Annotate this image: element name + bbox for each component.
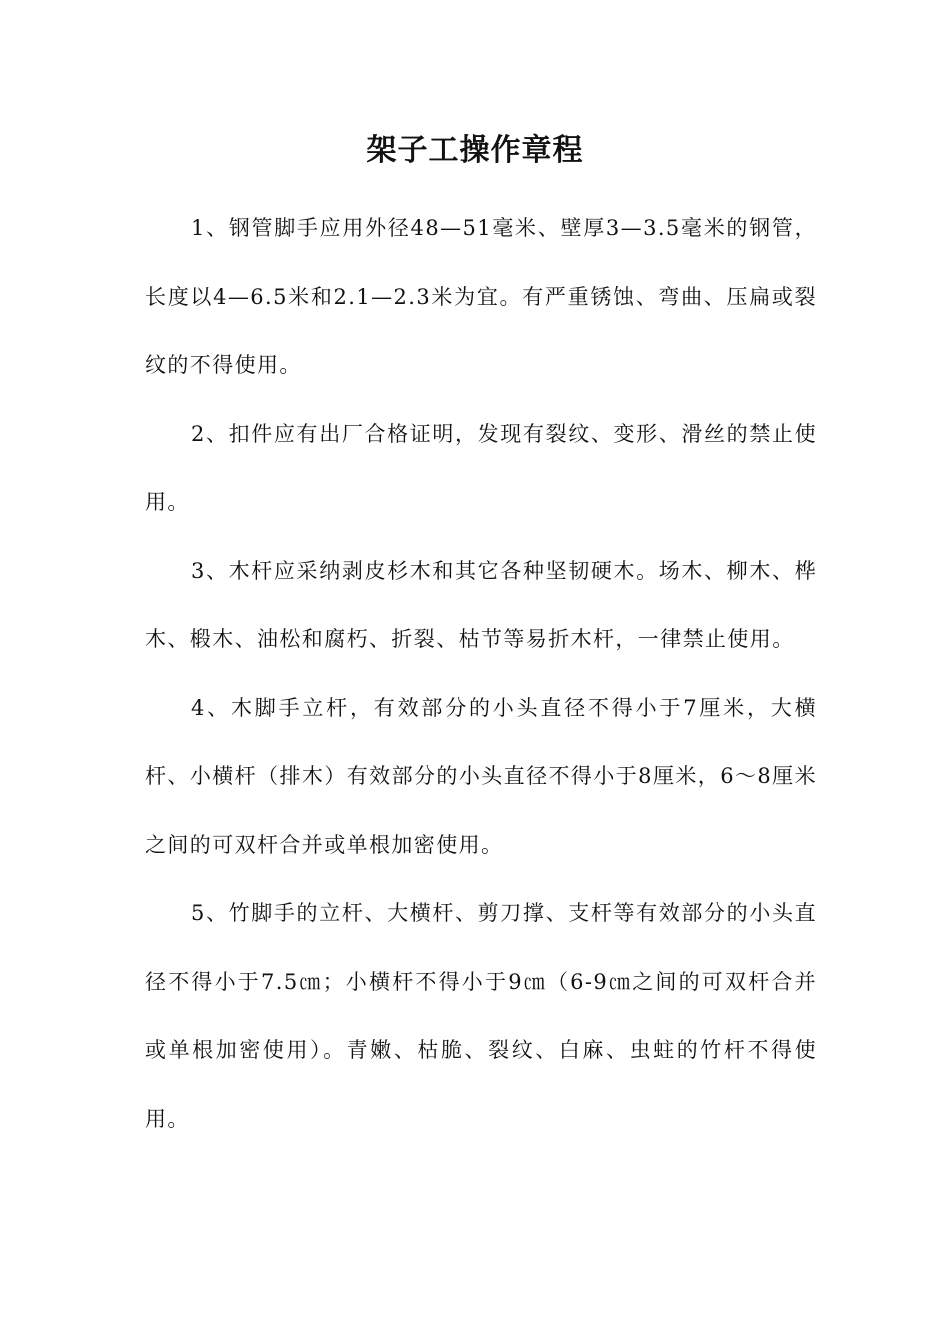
paragraph-1: 1、钢管脚手应用外径48—51毫米、壁厚3—3.5毫米的钢管，长度以4—6.5米和2.1—2.3米为宜。有严重锈蚀、弯曲、压扁或裂纹的不得使用。	[145, 216, 817, 377]
paragraph-4: 4、木脚手立杆，有效部分的小头直径不得小于7厘米，大横杆、小横杆（排木）有效部分的小头直径不得小于8厘米，6～8厘米之间的可双杆合并或单根加密使用。	[145, 695, 817, 857]
document-body	[145, 194, 817, 1153]
paragraph-3: 3、木杆应采纳剥皮杉木和其它各种坚韧硬木。场木、柳木、桦木、椴木、油松和腐朽、折裂、枯节等易折木杆，一律禁止使用。	[145, 558, 817, 651]
paragraph-2: 2、扣件应有出厂合格证明，发现有裂纹、变形、滑丝的禁止使用。	[145, 421, 817, 514]
paragraph-5: 5、竹脚手的立杆、大横杆、剪刀撑、支杆等有效部分的小头直径不得小于7.5㎝；小横杆不得小于9㎝（6-9㎝之间的可双杆合并或单根加密使用）。青嫩、枯脆、裂纹、白麻、虫蛀的竹杆不得使用。	[145, 901, 817, 1131]
document-title: 架子工操作章程	[366, 133, 584, 168]
